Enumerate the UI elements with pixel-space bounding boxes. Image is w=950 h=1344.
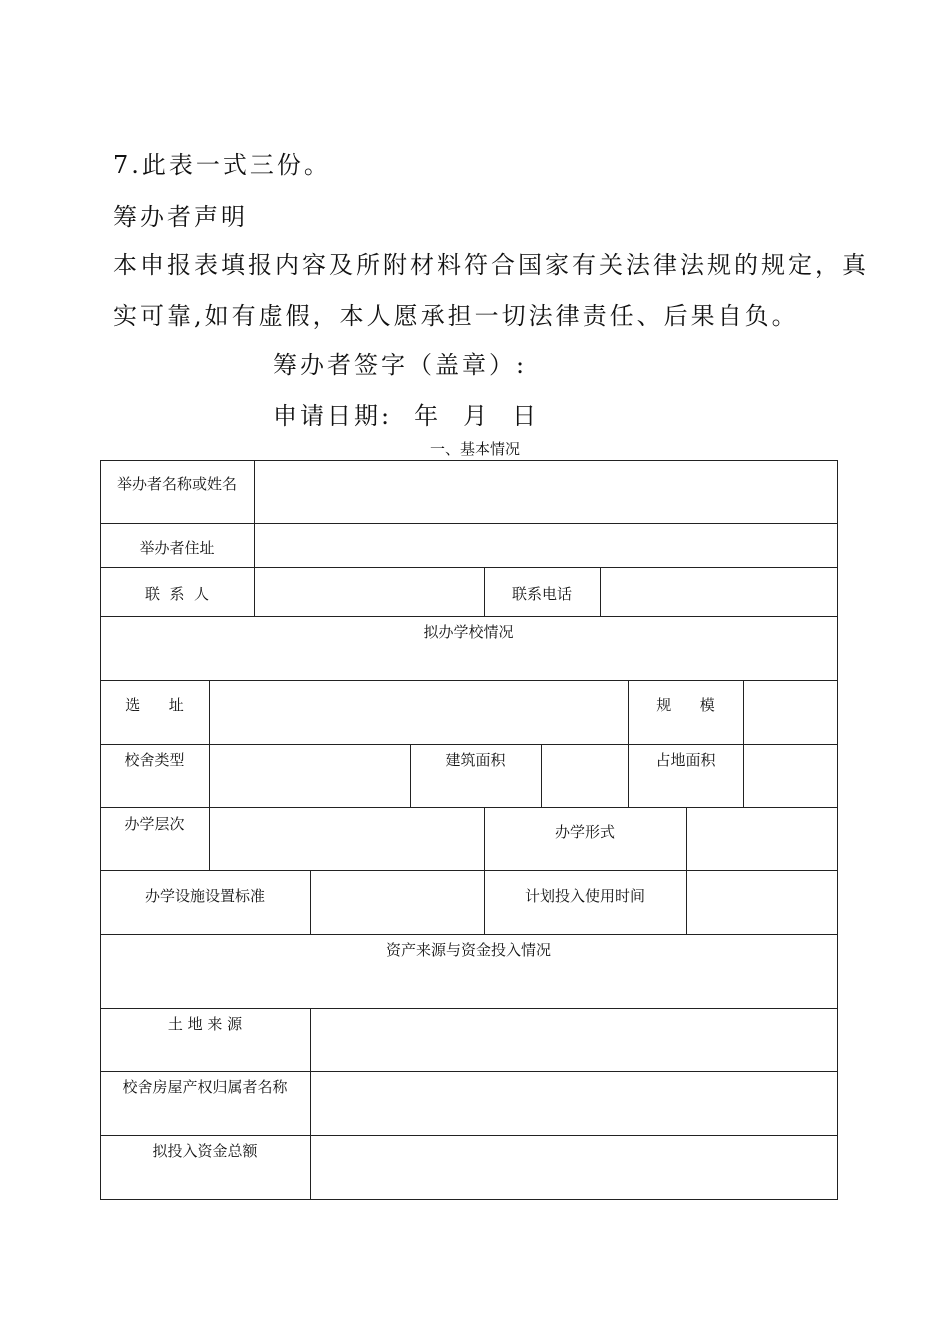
scale-field[interactable] [743, 681, 837, 744]
planned-use-time-field[interactable] [686, 871, 837, 934]
contact-phone-field[interactable] [600, 568, 837, 616]
declaration-text-line2: 实可靠,如有虚假，本人愿承担一切法律责任、后果自负。 [113, 302, 799, 330]
land-source-label: 土 地 来 源 [167, 1015, 243, 1033]
property-owner-field[interactable] [310, 1072, 837, 1135]
school-form-label: 办学形式 [554, 823, 615, 841]
contact-person-field[interactable] [254, 568, 484, 616]
facility-standard-field[interactable] [310, 871, 484, 934]
site-field[interactable] [209, 681, 628, 744]
land-area-field[interactable] [743, 745, 837, 807]
note-item-7: 7.此表一式三份。 [113, 151, 331, 179]
declaration-text-line1: 本申报表填报内容及所附材料符合国家有关法律法规的规定，真 [113, 251, 869, 279]
total-investment-field[interactable] [310, 1136, 837, 1199]
declaration-title: 筹办者声明 [113, 203, 248, 231]
building-type-field[interactable] [209, 745, 410, 807]
school-form-field[interactable] [686, 808, 837, 870]
date-label: 申请日期: [273, 402, 393, 430]
land-area-label: 占地面积 [655, 751, 716, 769]
land-source-field[interactable] [310, 1009, 837, 1071]
organizer-address-field[interactable] [254, 524, 837, 567]
planned-school-section-heading: 拟办学校情况 [423, 623, 514, 641]
date-day: 日 [512, 402, 540, 430]
property-owner-label: 校舍房屋产权归属者名称 [122, 1078, 288, 1096]
organizer-name-label: 举办者名称或姓名 [116, 475, 237, 493]
date-year: 年 [414, 402, 442, 430]
contact-phone-label: 联系电话 [511, 585, 572, 603]
school-level-label: 办学层次 [124, 815, 185, 833]
construction-area-label: 建筑面积 [445, 751, 506, 769]
facility-standard-label: 办学设施设置标准 [144, 887, 265, 905]
scale-label: 规 模 [656, 696, 715, 714]
organizer-address-label: 举办者住址 [139, 539, 215, 557]
signature-label: 筹办者签字（盖章）: [273, 351, 528, 379]
table-caption: 一、基本情况 [429, 440, 520, 458]
site-label: 选 址 [125, 696, 184, 714]
building-type-label: 校舍类型 [124, 751, 185, 769]
school-level-field[interactable] [209, 808, 484, 870]
assets-section-heading: 资产来源与资金投入情况 [385, 941, 551, 959]
planned-use-time-label: 计划投入使用时间 [524, 887, 645, 905]
contact-person-label: 联 系 人 [144, 585, 210, 603]
application-date [273, 396, 539, 431]
organizer-name-field[interactable] [254, 461, 837, 523]
construction-area-field[interactable] [541, 745, 628, 807]
total-investment-label: 拟投入资金总额 [152, 1142, 258, 1160]
date-month: 月 [463, 402, 491, 430]
